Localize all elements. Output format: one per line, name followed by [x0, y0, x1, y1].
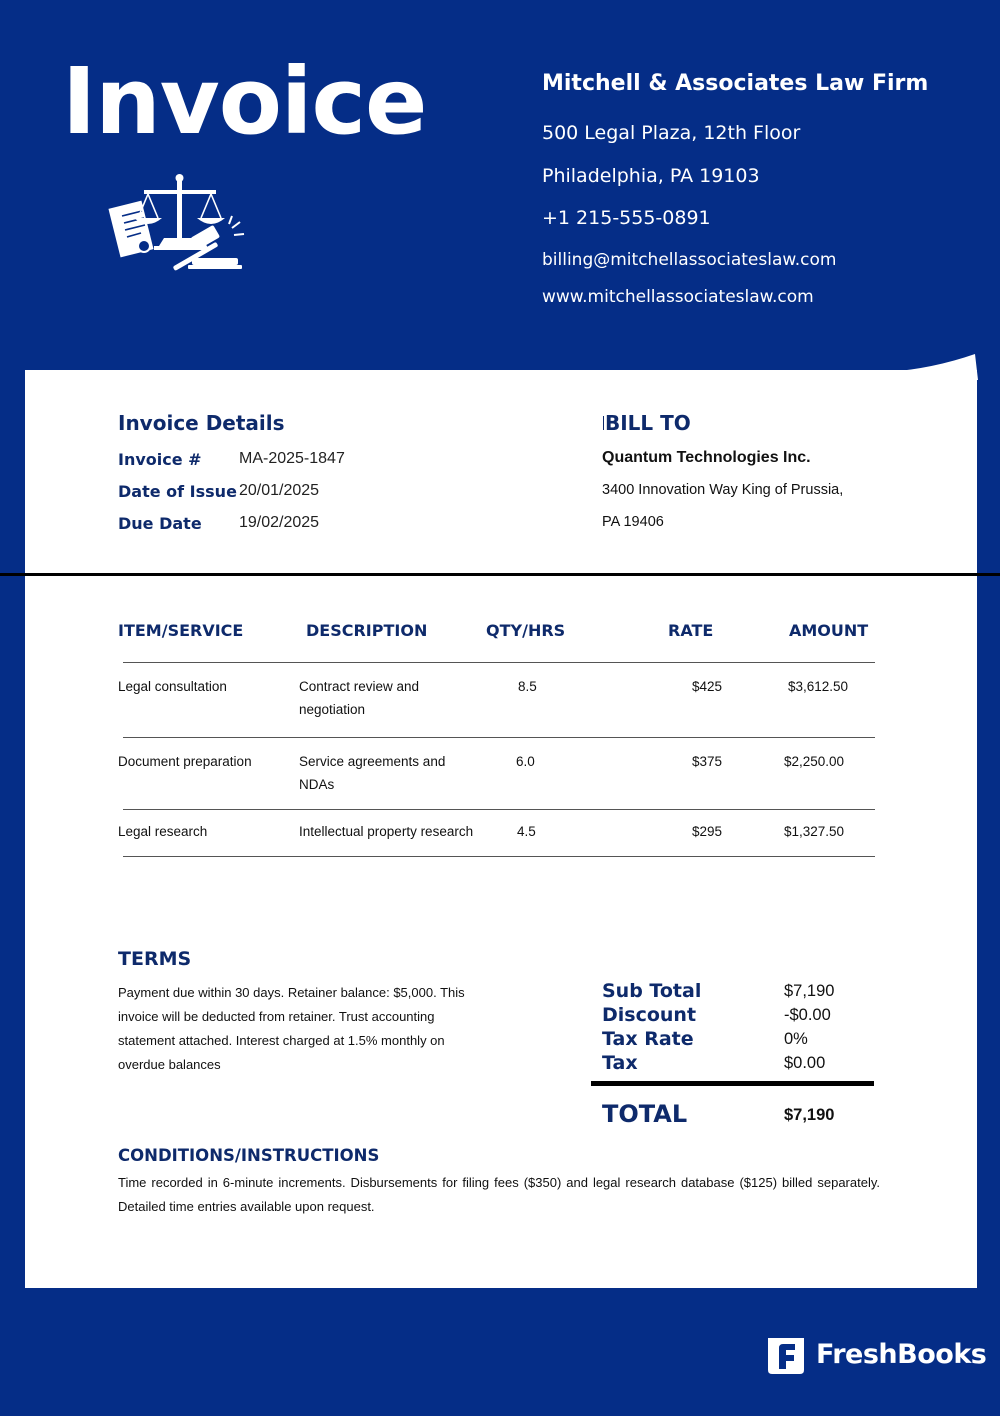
table-row-amount: $2,250.00	[784, 754, 845, 769]
due-date-label: Due Date	[118, 514, 202, 533]
table-row-item: Legal consultation	[118, 679, 227, 694]
firm-phone: +1 215-555-0891	[542, 207, 711, 229]
scales-of-justice-gavel-icon	[108, 172, 248, 272]
table-row-amount: $1,327.50	[784, 824, 845, 839]
table-row-rate: $425	[692, 679, 723, 694]
conditions-title: CONDITIONS/INSTRUCTIONS	[118, 1146, 380, 1165]
table-row-description: Contract review and	[299, 679, 420, 694]
bill-to-marker	[603, 416, 604, 430]
firm-website[interactable]: www.mitchellassociateslaw.com	[542, 287, 814, 307]
invoice-number-value: MA-2025-1847	[239, 450, 345, 467]
total-separator	[591, 1081, 874, 1086]
table-row-rate: $375	[692, 754, 723, 769]
tax-rate-label: Tax Rate	[602, 1028, 694, 1050]
bill-to-line2: PA 19406	[602, 514, 664, 530]
firm-address-line1: 500 Legal Plaza, 12th Floor	[542, 122, 801, 144]
invoice-details-title: Invoice Details	[118, 411, 285, 435]
tax-label: Tax	[602, 1052, 638, 1074]
terms-line: invoice will be deducted from retainer. Trust accounting	[118, 1009, 435, 1024]
table-row-item: Legal research	[118, 824, 208, 839]
issue-date-value: 20/01/2025	[239, 482, 320, 499]
table-row-qty: 4.5	[517, 824, 536, 839]
discount-value: -$0.00	[784, 1006, 831, 1024]
table-rule	[123, 662, 875, 663]
bill-to-title: BILL TO	[605, 411, 691, 435]
header-amount: AMOUNT	[789, 621, 869, 640]
subtotal-label: Sub Total	[602, 980, 702, 1002]
freshbooks-logo-icon[interactable]	[764, 1334, 808, 1378]
table-rule	[123, 809, 875, 810]
terms-line: Payment due within 30 days. Retainer balance: $5,000. This	[118, 985, 465, 1000]
invoice-title: Invoice	[62, 48, 427, 155]
due-date-value: 19/02/2025	[239, 514, 320, 531]
section-divider	[0, 573, 1000, 576]
total-label: TOTAL	[602, 1100, 688, 1128]
header-item-service: ITEM/SERVICE	[118, 621, 244, 640]
table-row-description: Intellectual property research	[299, 824, 474, 839]
table-row-qty: 8.5	[518, 679, 537, 694]
tax-value: $0.00	[784, 1054, 826, 1072]
table-rule	[123, 856, 875, 857]
table-row-description: Service agreements and	[299, 754, 446, 769]
table-row-qty: 6.0	[516, 754, 535, 769]
bill-to-name: Quantum Technologies Inc.	[602, 449, 811, 466]
terms-line: overdue balances	[118, 1057, 221, 1072]
invoice-number-label: Invoice #	[118, 450, 202, 469]
table-row-description-cont: NDAs	[299, 777, 335, 792]
terms-text	[118, 981, 498, 1077]
total-value: $7,190	[784, 1106, 835, 1124]
table-rule	[123, 737, 875, 738]
freshbooks-brand[interactable]: FreshBooks	[816, 1339, 987, 1370]
paper-corner-wave	[820, 340, 980, 380]
firm-name: Mitchell & Associates Law Firm	[542, 71, 929, 96]
discount-label: Discount	[602, 1004, 697, 1026]
table-row-item: Document preparation	[118, 754, 252, 769]
terms-title: TERMS	[118, 948, 192, 970]
table-row-rate: $295	[692, 824, 723, 839]
header-description: DESCRIPTION	[306, 621, 428, 640]
subtotal-value: $7,190	[784, 982, 835, 1000]
terms-line: statement attached. Interest charged at 1.5% monthly on	[118, 1033, 445, 1048]
table-row-description-cont: negotiation	[299, 702, 366, 717]
firm-address-line2: Philadelphia, PA 19103	[542, 165, 760, 187]
table-row-amount: $3,612.50	[788, 679, 849, 694]
conditions-text: Time recorded in 6-minute increments. Disbursements for filing fees ($350) and legal research database ($125) billed separately. Detailed time entries available upon request.	[118, 1175, 880, 1214]
bill-to-line1: 3400 Innovation Way King of Prussia,	[602, 482, 844, 498]
firm-email[interactable]: billing@mitchellassociateslaw.com	[542, 250, 837, 270]
header-rate: RATE	[668, 621, 714, 640]
issue-date-label: Date of Issue	[118, 482, 237, 501]
tax-rate-value: 0%	[784, 1030, 808, 1048]
header-qty: QTY/HRS	[486, 621, 566, 640]
